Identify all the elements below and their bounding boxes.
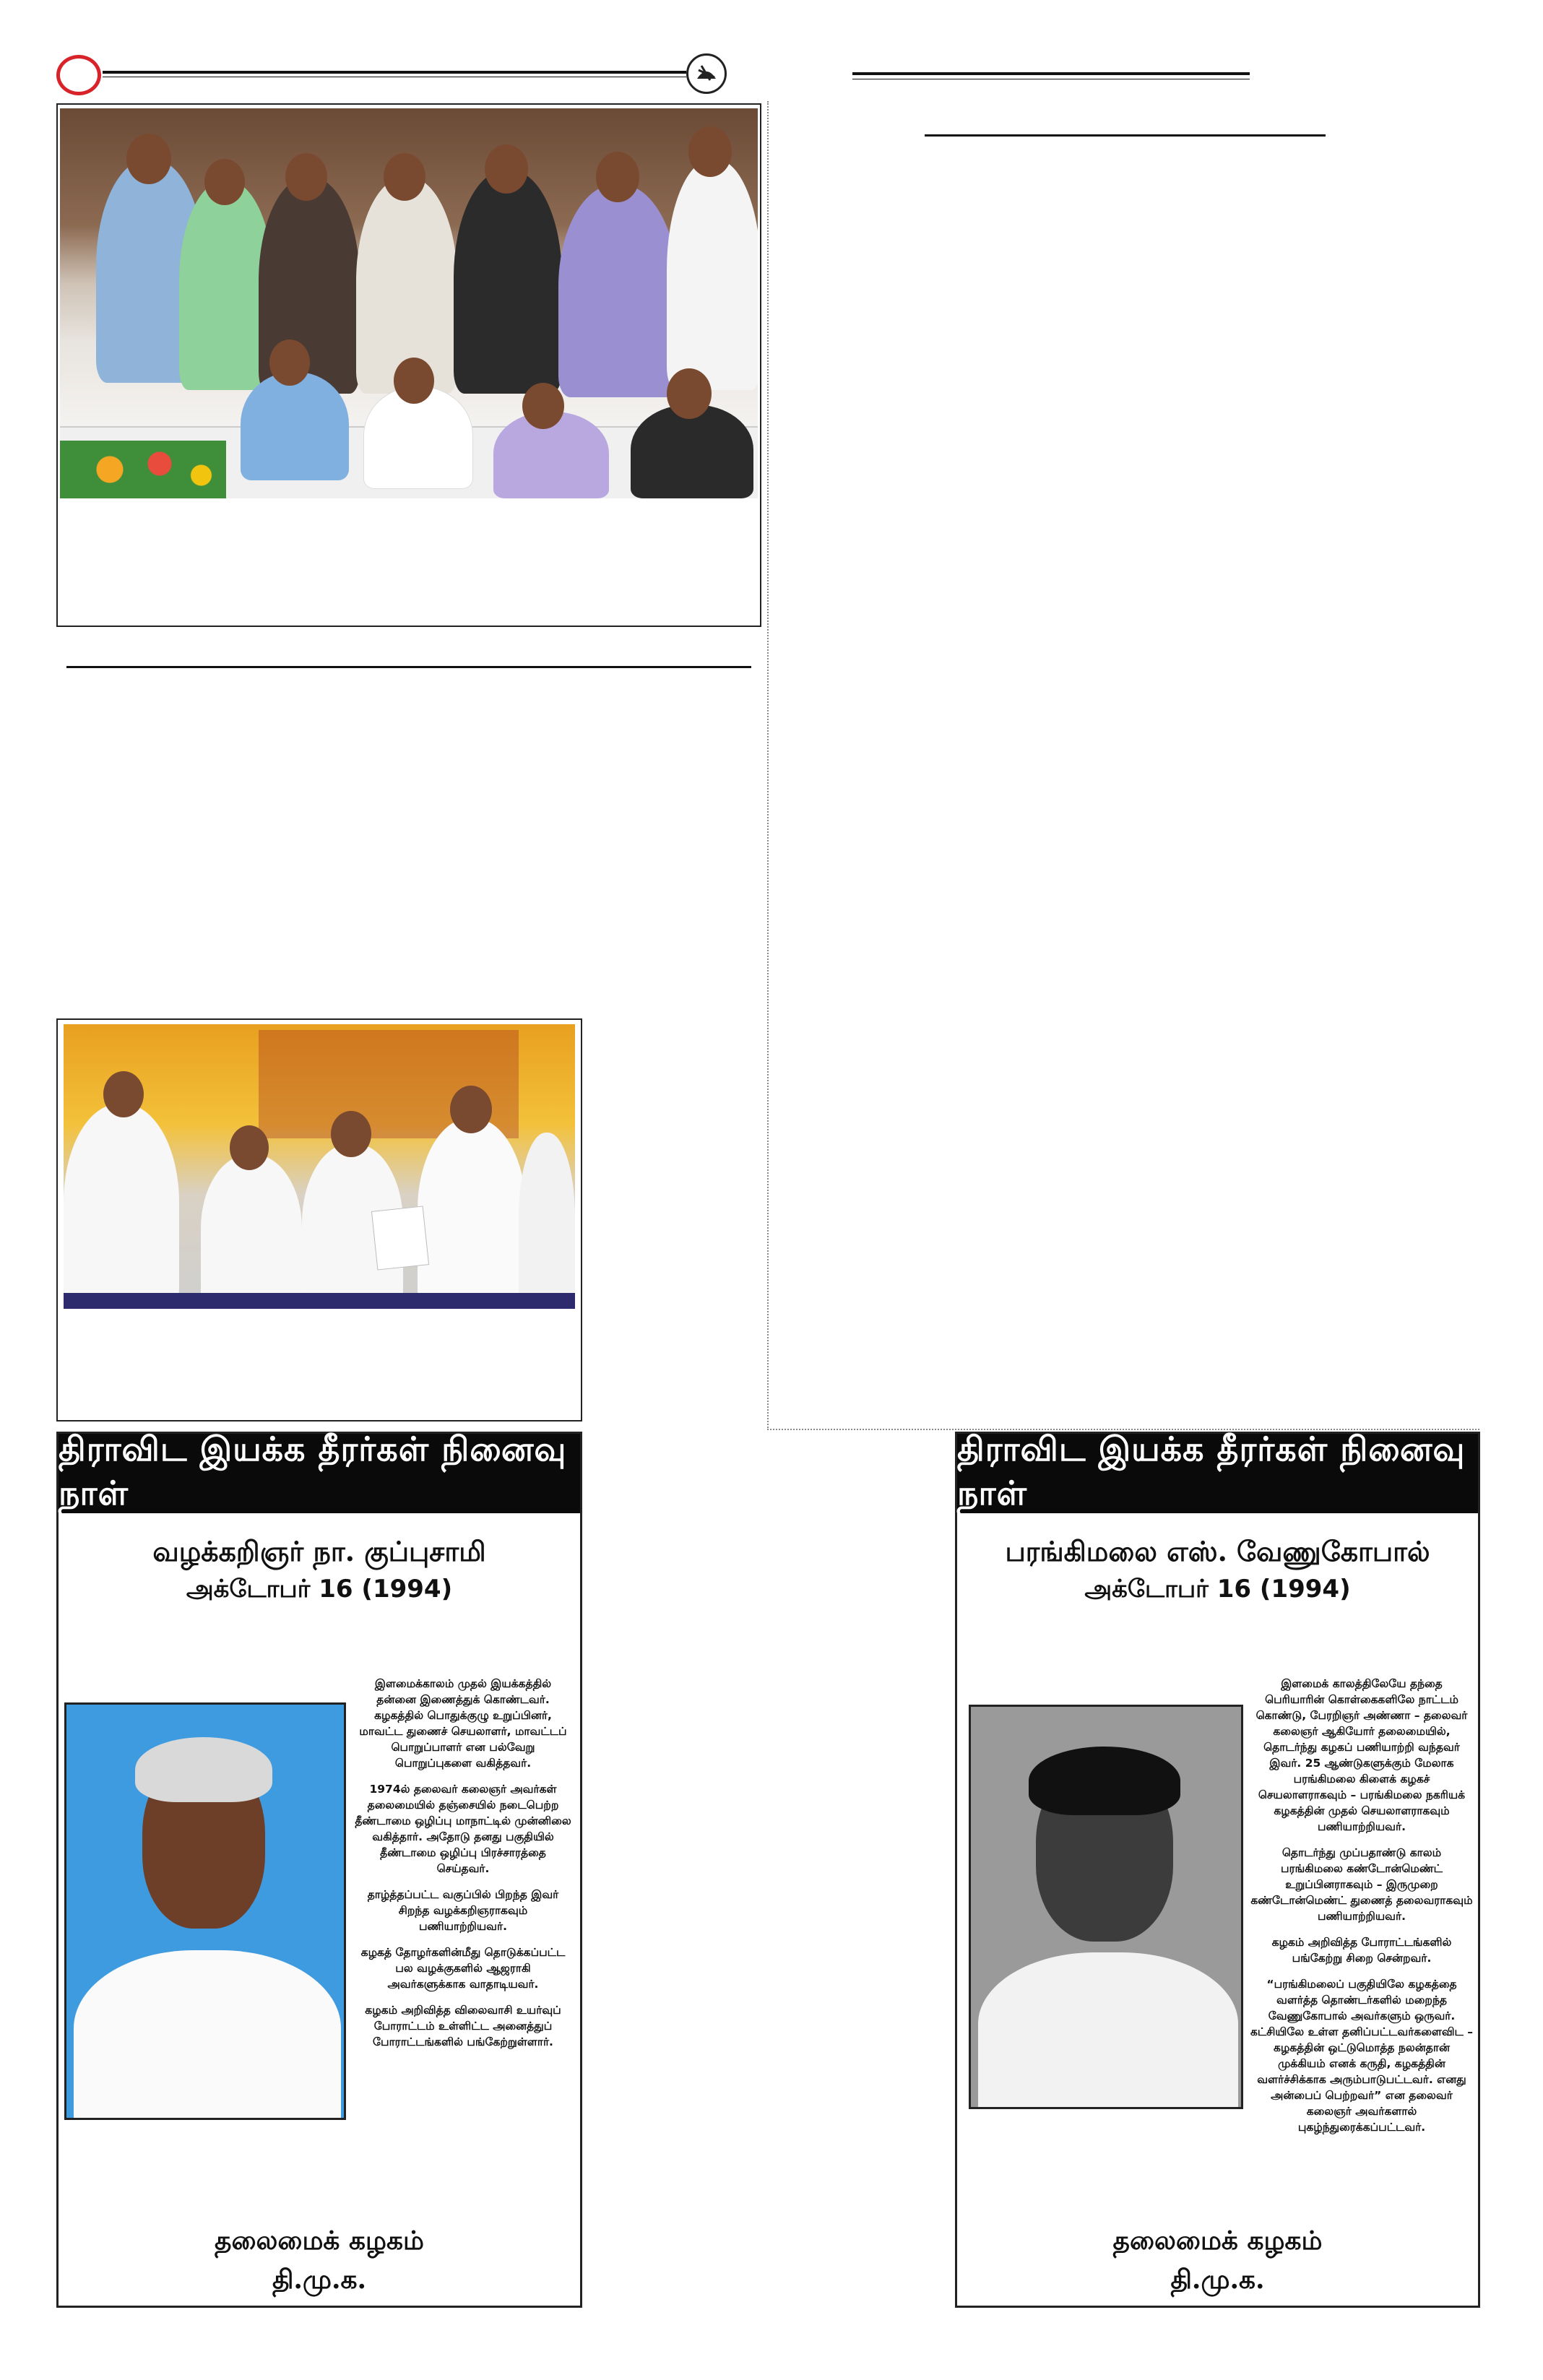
person-head (384, 153, 425, 201)
footer-org: தலைமைக் கழகம் (215, 2225, 424, 2256)
memorial-bio (355, 1676, 571, 2060)
page-logo-circle-icon (56, 55, 101, 95)
person-head (269, 339, 310, 386)
section-rule (66, 666, 751, 668)
right-header-rule (852, 72, 1250, 75)
bio-paragraph: கழகம் அறிவித்த விலைவாசி உயர்வுப் போராட்டம் உள்ளிட்ட அனைத்துப் போராட்டங்களில் பங்கேற்றுள்ளார். (365, 2004, 561, 2048)
person-head (230, 1125, 269, 1170)
stage-skirt (64, 1293, 575, 1309)
standing-person (667, 159, 758, 390)
memorial-portrait (969, 1705, 1243, 2109)
event-photo-frame (56, 1018, 582, 1421)
standing-person (64, 1104, 179, 1309)
seated-person (241, 372, 349, 480)
standing-person (201, 1154, 302, 1309)
person-head (688, 126, 732, 177)
person-head (450, 1086, 492, 1133)
footer-party: தி.மு.க. (272, 2264, 367, 2295)
memorial-bio (1250, 1676, 1474, 2145)
portrait-hair (1029, 1747, 1180, 1815)
footer-party: தி.மு.க. (1170, 2264, 1265, 2295)
person-head (394, 358, 434, 404)
memorial-name: பரங்கிமலை எஸ். வேணுகோபால் (1005, 1535, 1430, 1567)
bio-paragraph: இளமைக் காலத்திலேயே தந்தை பெரியாரின் கொள்கைகளிலே நாட்டம் கொண்டு, பேரறிஞர் அண்ணா – தலைவர் கலைஞர் ஆகியோர் தலைமையில், தொடர்ந்து கழகப் பணியாற்றி வந்தவர் இவர். 25 ஆண்டுகளுக்கும் மேலாக பரங்கிமலை கிளைக் கழகச் செயலாளராகவும் – பரங்கிமலை நகரியக் கழகத்தின் முதல் செயலாளராகவும் பணியாற்றியவர். (1255, 1677, 1468, 1833)
standing-person (454, 170, 562, 394)
meeting-photo-frame (56, 103, 761, 627)
bio-paragraph: கழகம் அறிவித்த போராட்டங்களில் பங்கேற்று சிறை சென்றவர். (1271, 1936, 1452, 1965)
memorial-card (56, 1429, 582, 2308)
person-head (103, 1071, 144, 1117)
meeting-photo (60, 108, 758, 498)
portrait-shirt (74, 1950, 341, 2120)
person-head (126, 134, 171, 184)
memorial-name: வழக்கறிஞர் நா. குப்புசாமி (152, 1535, 486, 1567)
memorial-date: அக்டோபர் 16 (1994) (1084, 1575, 1351, 1604)
memorial-banner: திராவிட இயக்க தீரர்கள் நினைவு நாள் (59, 1434, 580, 1513)
certificate (371, 1206, 429, 1270)
right-subheader-rule (925, 134, 1326, 137)
person-head (522, 383, 564, 429)
bio-paragraph: தொடர்ந்து முப்பதாண்டு காலம் பரங்கிமலை கண்டோன்மெண்ட் உறுப்பினராகவும் – இருமுறை கண்டோன்மெண்ட் துணைத் தலைவராகவும் பணியாற்றியவர். (1250, 1846, 1473, 1923)
bio-paragraph: “பரங்கிமலைப் பகுதியிலே கழகத்தை வளர்த்த தொண்டர்களில் மறைந்த வேணுகோபால் அவர்களும் ஒருவர். கட்சியிலே உள்ள தனிப்பட்டவர்களைவிட – கழகத்தின் ஒட்டுமொத்த நலன்தான் முக்கியம் எனக் கருதி, கழகத்தின் வளர்ச்சிக்காக அரும்பாடுபட்டவர். எனது அன்பைப் பெற்றவர்” என தலைவர் கலைஞர் அவர்களால் புகழ்ந்துரைக்கப்பட்டவர். (1250, 1978, 1473, 2134)
bio-paragraph: 1974ல் தலைவர் கலைஞர் அவர்கள் தலைமையில் தஞ்சையில் நடைபெற்ற தீண்டாமை ஒழிப்பு மாநாட்டில் முன்னிலை வகித்தார். அதோடு தனது பகுதியில் தீண்டாமை ஒழிப்பு பிரச்சாரத்தை செய்தவர். (355, 1783, 571, 1875)
person-head (596, 152, 639, 202)
memorial-banner: திராவிட இயக்க தீரர்கள் நினைவு நாள் (957, 1434, 1478, 1513)
rising-sun-icon (686, 53, 727, 94)
footer-org: தலைமைக் கழகம் (1112, 2225, 1323, 2256)
header-rule (103, 71, 686, 74)
memorial-date: அக்டோபர் 16 (1994) (186, 1575, 453, 1604)
standing-person (418, 1118, 526, 1309)
bio-paragraph: தாழ்த்தப்பட்ட வகுப்பில் பிறந்த இவர் சிறந்த வழக்கறிஞராகவும் பணியாற்றியவர். (367, 1888, 559, 1933)
flower-bouquet (60, 441, 226, 498)
person-head (485, 144, 528, 194)
standing-person (519, 1133, 575, 1309)
person-head (331, 1111, 371, 1157)
portrait-hair (135, 1737, 272, 1802)
memorial-card (955, 1429, 1480, 2308)
column-divider (767, 101, 769, 1430)
person-head (285, 153, 327, 201)
person-head (667, 368, 712, 419)
person-head (204, 159, 245, 205)
memorial-footer (59, 2221, 580, 2299)
bio-paragraph: கழகத் தோழர்களின்மீது தொடுக்கப்பட்ட பல வழக்குகளில் ஆஜராகி அவர்களுக்காக வாதாடியவர். (360, 1946, 566, 1991)
portrait-shirt (978, 1952, 1238, 2109)
memorial-portrait (64, 1702, 346, 2120)
event-photo (64, 1024, 575, 1309)
bio-paragraph: இளமைக்காலம் முதல் இயக்கத்தில் தன்னை இணைத்துக் கொண்டவர். கழகத்தில் பொதுக்குழு உறுப்பினர், மாவட்ட துணைச் செயலாளர், மாவட்டப் பொறுப்பாளர் என பல்வேறு பொறுப்புகளை வகித்தவர். (359, 1677, 567, 1770)
standing-person (558, 184, 678, 397)
memorial-footer (957, 2221, 1478, 2299)
